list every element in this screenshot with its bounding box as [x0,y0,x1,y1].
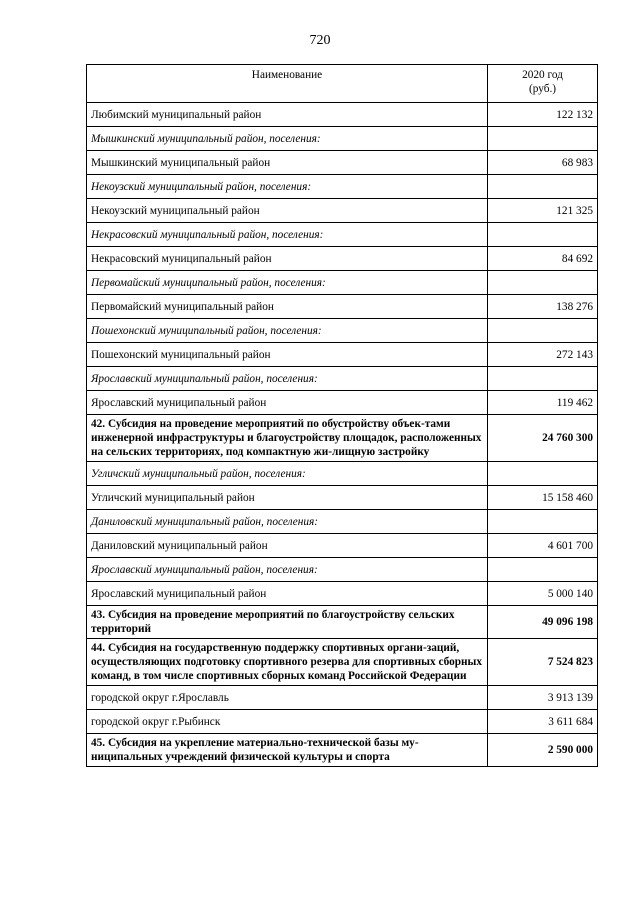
row-amount [488,319,598,343]
row-amount [488,558,598,582]
column-header-unit: (руб.) [528,83,557,95]
row-name: 43. Субсидия на проведение мероприятий по благоустройству сельских территорий [87,606,488,639]
table-subheading-row [87,558,598,582]
table-subheading-row [87,462,598,486]
row-name: Мышкинский муниципальный район, поселения: [87,127,488,151]
row-amount: 84 692 [488,247,598,271]
table-row [87,247,598,271]
table-subheading-row [87,510,598,534]
row-amount: 7 524 823 [488,639,598,686]
table-subheading-row [87,175,598,199]
row-name: 42. Субсидия на проведение мероприятий по обустройству объек-тами инженерной инфраструктуры и благоустройству площадок, расположенных на сельских территориях, под компактную жи-лищную застройку [87,415,488,462]
row-name: Ярославский муниципальный район, поселения: [87,558,488,582]
table-section-row [87,734,598,767]
row-name: Некоузский муниципальный район, поселения: [87,175,488,199]
table-subheading-row [87,271,598,295]
row-name: Первомайский муниципальный район [87,295,488,319]
row-name: Некрасовский муниципальный район, поселения: [87,223,488,247]
table-row [87,534,598,558]
row-amount: 4 601 700 [488,534,598,558]
row-name: городской округ г.Рыбинск [87,710,488,734]
row-amount: 119 462 [488,391,598,415]
table-row [87,391,598,415]
row-name: городской округ г.Ярославль [87,686,488,710]
row-amount: 121 325 [488,199,598,223]
table-row [87,582,598,606]
table-row [87,199,598,223]
row-amount: 272 143 [488,343,598,367]
table-row [87,710,598,734]
row-name: Пошехонский муниципальный район [87,343,488,367]
table-subheading-row [87,367,598,391]
table-body [87,103,598,767]
table-row [87,343,598,367]
row-name: Ярославский муниципальный район [87,582,488,606]
row-name: Мышкинский муниципальный район [87,151,488,175]
table-row [87,151,598,175]
row-name: Угличский муниципальный район, поселения: [87,462,488,486]
row-amount: 24 760 300 [488,415,598,462]
table-section-row [87,639,598,686]
row-name: Даниловский муниципальный район, поселения: [87,510,488,534]
column-header-name: Наименование [87,65,488,103]
row-amount [488,175,598,199]
row-name: Угличский муниципальный район [87,486,488,510]
table-row [87,295,598,319]
row-name: 44. Субсидия на государственную поддержку спортивных органи-заций, осуществляющих подготовку спортивного резерва для спортивных сборных команд, в том числе спортивных сборных команд Российской Федерации [87,639,488,686]
row-amount: 15 158 460 [488,486,598,510]
row-amount [488,367,598,391]
table-header-row [87,65,598,103]
row-amount: 68 983 [488,151,598,175]
row-amount: 3 913 139 [488,686,598,710]
row-name: Даниловский муниципальный район [87,534,488,558]
row-amount: 49 096 198 [488,606,598,639]
row-amount: 3 611 684 [488,710,598,734]
row-amount [488,223,598,247]
column-header-amount [488,65,598,103]
row-name: Ярославский муниципальный район, поселения: [87,367,488,391]
row-amount [488,271,598,295]
page-number: 720 [309,33,331,48]
table-section-row [87,415,598,462]
row-name: Пошехонский муниципальный район, поселения: [87,319,488,343]
row-name: Первомайский муниципальный район, поселения: [87,271,488,295]
row-amount: 122 132 [488,103,598,127]
row-amount: 2 590 000 [488,734,598,767]
row-amount [488,127,598,151]
row-name: Некрасовский муниципальный район [87,247,488,271]
row-amount: 138 276 [488,295,598,319]
row-name: 45. Субсидия на укрепление материально-технической базы му-ниципальных учреждений физической культуры и спорта [87,734,488,767]
table-subheading-row [87,127,598,151]
table-row [87,486,598,510]
row-amount: 5 000 140 [488,582,598,606]
table-subheading-row [87,223,598,247]
table-row [87,686,598,710]
table-section-row [87,606,598,639]
row-amount [488,462,598,486]
row-name: Некоузский муниципальный район [87,199,488,223]
subsidy-table [86,64,598,767]
column-header-year: 2020 год [522,69,563,81]
table-subheading-row [87,319,598,343]
table-row [87,103,598,127]
row-name: Любимский муниципальный район [87,103,488,127]
row-amount [488,510,598,534]
row-name: Ярославский муниципальный район [87,391,488,415]
